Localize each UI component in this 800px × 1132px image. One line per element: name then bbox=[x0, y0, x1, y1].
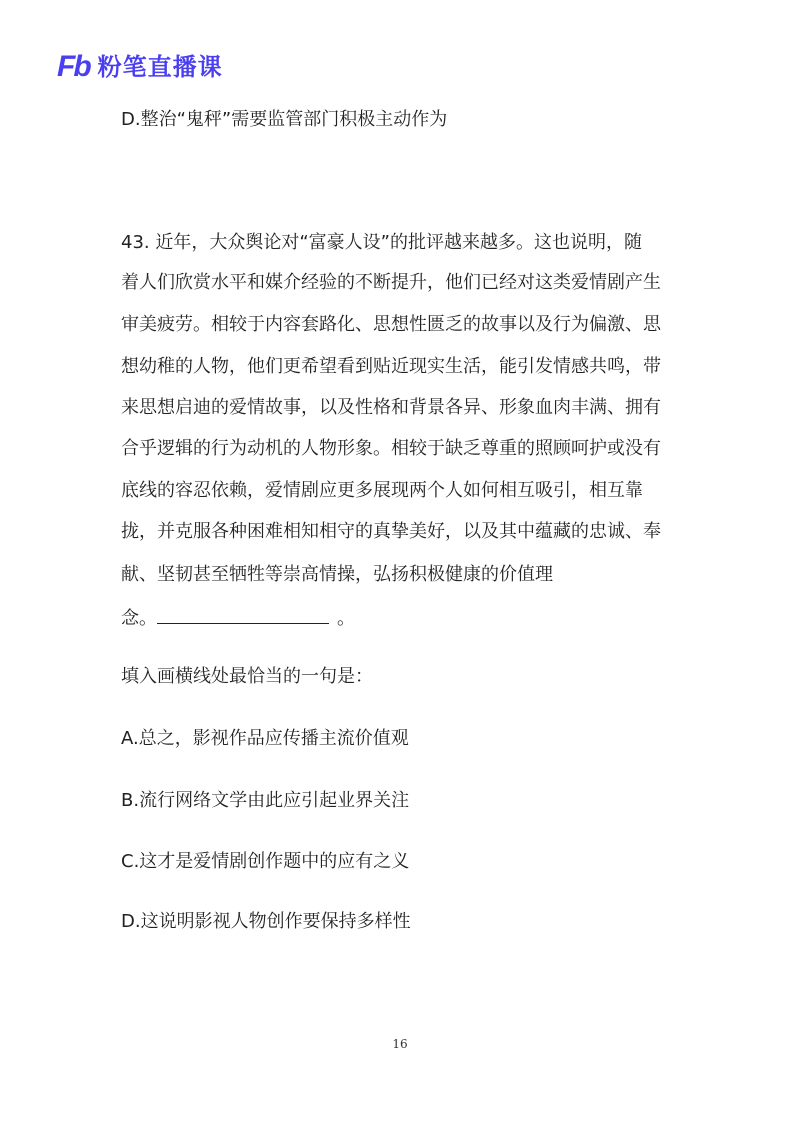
question-line: 来思想启迪的爱情故事，以及性格和背景各异、形象血肉丰满、拥有 bbox=[121, 397, 661, 418]
previous-option-d: D.整治“鬼秤”需要监管部门积极主动作为 bbox=[121, 109, 448, 130]
question-line: 拢，并克服各种困难相知相守的真挚美好，以及其中蕴藏的忠诚、奉 bbox=[121, 521, 661, 542]
option-b: B.流行网络文学由此应引起业界关注 bbox=[121, 790, 410, 811]
brand-logo bbox=[57, 50, 223, 84]
question-line: 想幼稚的人物，他们更希望看到贴近现实生活，能引发情感共鸣，带 bbox=[121, 356, 661, 377]
question-line: 43. 近年，大众舆论对“富豪人设”的批评越来越多。这也说明，随 bbox=[121, 232, 642, 253]
question-line: 着人们欣赏水平和媒介经验的不断提升，他们已经对这类爱情剧产生 bbox=[121, 272, 661, 293]
question-line: 底线的容忍依赖，爱情剧应更多展现两个人如何相互吸引，相互靠 bbox=[121, 480, 643, 501]
brand-name: 粉笔直播课 bbox=[97, 53, 223, 81]
question-line: 献、坚韧甚至牺牲等崇高情操，弘扬积极健康的价值理 bbox=[121, 564, 553, 585]
fb-logo-icon: Fb bbox=[57, 50, 90, 83]
question-line: 审美疲劳。相较于内容套路化、思想性匮乏的故事以及行为偏激、思 bbox=[121, 314, 661, 335]
option-a: A.总之，影视作品应传播主流价值观 bbox=[121, 728, 409, 749]
page-number: 16 bbox=[392, 1037, 408, 1051]
blank-suffix: 。 bbox=[337, 608, 355, 629]
question-line-with-blank bbox=[121, 605, 355, 631]
option-c: C.这才是爱情剧创作题中的应有之义 bbox=[121, 851, 410, 872]
question-line: 合乎逻辑的行为动机的人物形象。相较于缺乏尊重的照顾呵护或没有 bbox=[121, 438, 661, 459]
question-prompt: 填入画横线处最恰当的一句是： bbox=[121, 666, 373, 687]
option-d: D.这说明影视人物创作要保持多样性 bbox=[121, 911, 411, 932]
answer-blank bbox=[157, 605, 329, 624]
blank-prefix: 念。 bbox=[121, 608, 157, 629]
